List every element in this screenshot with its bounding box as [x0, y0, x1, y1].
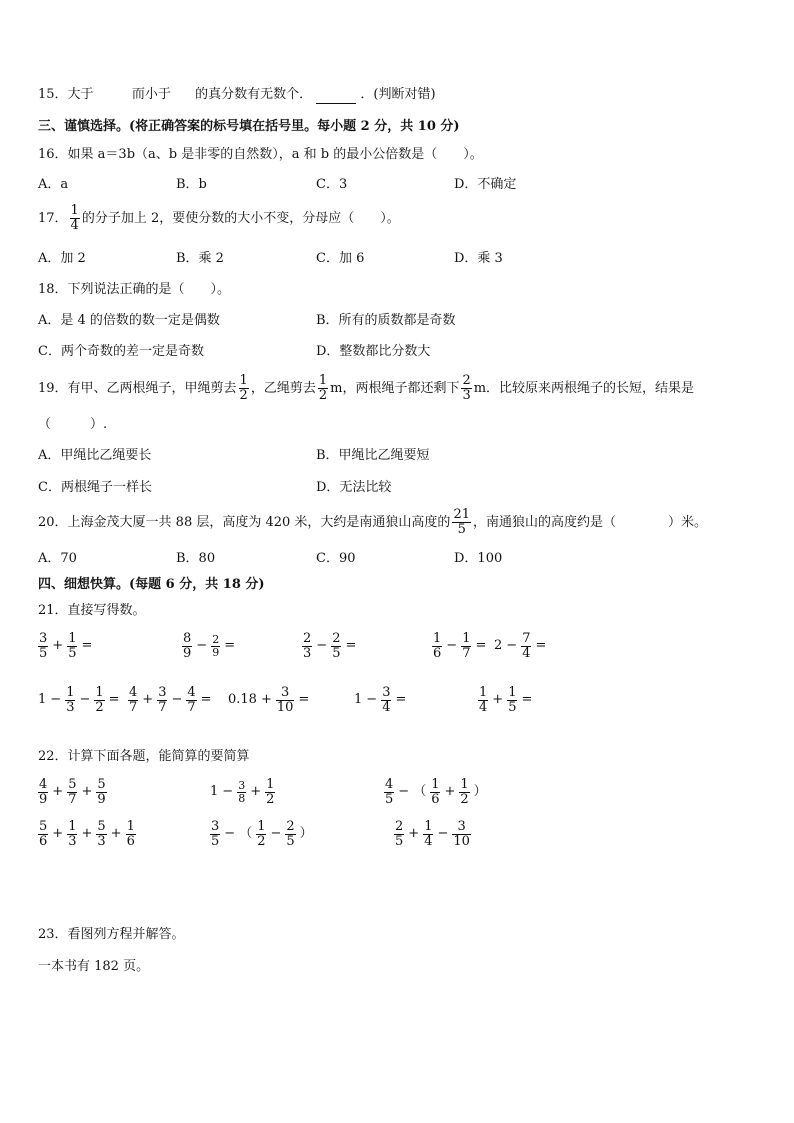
- q18-option-d[interactable]: D．整数都比分数大: [316, 344, 431, 359]
- q19-stem-line: [38, 372, 694, 406]
- q16-option-d[interactable]: D．不确定: [454, 177, 517, 192]
- q20-option-c[interactable]: C．90: [316, 551, 356, 566]
- q20-option-b[interactable]: B．80: [176, 551, 216, 566]
- q17-stem-line: [38, 204, 400, 234]
- q17-option-c[interactable]: C．加 6: [316, 251, 365, 266]
- q19-text-d: m．比较原来两根绳子的长短，结果是: [473, 381, 695, 396]
- q19-option-a[interactable]: A．甲绳比乙绳要长: [38, 448, 152, 463]
- q19-fraction-1: $\frac{1}{2}$: [239, 373, 248, 403]
- q18-option-c[interactable]: C．两个奇数的差一定是奇数: [38, 344, 204, 359]
- q23-line: 一本书有 182 页。: [38, 959, 150, 974]
- q17-stem: 的分子加上 2，要使分数的大小不变，分母应（ ）。: [81, 211, 400, 226]
- q20-option-a[interactable]: A．70: [38, 551, 77, 566]
- q18-option-b[interactable]: B．所有的质数都是奇数: [316, 313, 456, 328]
- q15-text-c: 的真分数有无数个．: [195, 87, 313, 102]
- q15-text-b: 而小于: [131, 87, 171, 102]
- q21-stem: 21．直接写得数。: [38, 603, 146, 618]
- q17-option-d[interactable]: D．乘 3: [454, 251, 503, 266]
- q16-option-b[interactable]: B．b: [176, 177, 207, 192]
- q19-text-b: ，乙绳剪去: [250, 381, 316, 396]
- q19-option-b[interactable]: B．甲绳比乙绳要短: [316, 448, 430, 463]
- q21-expr-6: 1 − $\frac{1}{3}$ − $\frac{1}{2}$ =: [38, 684, 120, 715]
- q16-option-a[interactable]: A．a: [38, 177, 69, 192]
- q20-fraction: $\frac{21}{5}$: [453, 507, 470, 537]
- q19-answer-paren[interactable]: （ ）.: [38, 417, 108, 432]
- q22-expr-5: $\frac{3}{5}$ − （ $\frac{1}{2}$ − $\frac{2}{5}$ ）: [211, 818, 313, 849]
- q15-line: [38, 86, 436, 104]
- q15-answer-blank[interactable]: [316, 90, 356, 104]
- q17-option-a[interactable]: A．加 2: [38, 251, 86, 266]
- q19-option-d[interactable]: D．无法比较: [316, 480, 392, 495]
- section-4-title: 四、细想快算。(每题 6 分，共 18 分): [38, 577, 265, 592]
- q21-expr-5: 2 − $\frac{7}{4}$ =: [494, 630, 547, 661]
- q23-stem: 23．看图列方程并解答。: [38, 927, 185, 942]
- q19-text-a: 19．有甲、乙两根绳子，甲绳剪去: [38, 381, 237, 396]
- q20-option-d[interactable]: D．100: [454, 551, 503, 566]
- q16-stem: 16．如果 a＝3b（a、b 是非零的自然数），a 和 b 的最小公倍数是（ ）。: [38, 147, 483, 162]
- q20-stem-line: [38, 506, 707, 540]
- q15-text-a: 15．大于: [38, 87, 94, 102]
- q21-expr-1: $\frac{3}{5}$ + $\frac{1}{5}$ =: [39, 630, 93, 661]
- q22-expr-3: $\frac{4}{5}$ − （ $\frac{1}{6}$ + $\frac{1}{2}$ ）: [385, 776, 487, 807]
- q22-stem: 22．计算下面各题，能简算的要简算: [38, 749, 250, 764]
- q19-fraction-2: $\frac{1}{2}$: [318, 373, 328, 403]
- q17-fraction: $\frac{1}{4}$: [70, 203, 79, 233]
- q21-expr-9: 1 − $\frac{3}{4}$ =: [354, 684, 407, 715]
- q17-prefix: 17．: [38, 211, 68, 226]
- q21-expr-10: $\frac{1}{4}$ + $\frac{1}{5}$ =: [479, 684, 533, 715]
- q20-text-a: 20．上海金茂大厦一共 88 层，高度为 420 米，大约是南通狼山高度的: [38, 515, 451, 530]
- q21-expr-8: 0.18 + $\frac{3}{10}$ =: [228, 684, 310, 715]
- q21-expr-3: $\frac{2}{3}$ − $\frac{2}{5}$ =: [303, 630, 357, 661]
- q19-option-c[interactable]: C．两根绳子一样长: [38, 480, 152, 495]
- q22-expr-2: 1 − $\frac{3}{8}$ + $\frac{1}{2}$: [210, 776, 275, 807]
- q18-stem: 18．下列说法正确的是（ ）。: [38, 282, 231, 297]
- section-3-title: 三、谨慎选择。(将正确答案的标号填在括号里。每小题 2 分，共 10 分): [38, 119, 460, 134]
- q22-expr-1: $\frac{4}{9}$ + $\frac{5}{7}$ + $\frac{5}{9}$: [39, 776, 106, 807]
- q21-expr-2: $\frac{8}{9}$ − $\frac{2}{9}$ =: [183, 630, 236, 661]
- q18-option-a[interactable]: A．是 4 的倍数的数一定是偶数: [38, 313, 220, 328]
- q15-text-d: ．(判断对错): [360, 87, 436, 102]
- q21-expr-7: $\frac{4}{7}$ + $\frac{3}{7}$ − $\frac{4}{7}$ =: [129, 684, 212, 715]
- q16-option-c[interactable]: C．3: [316, 177, 348, 192]
- q17-option-b[interactable]: B．乘 2: [176, 251, 224, 266]
- q20-text-b: ，南通狼山的高度约是（ ）米。: [472, 515, 707, 530]
- q22-expr-4: $\frac{5}{6}$ + $\frac{1}{3}$ + $\frac{5}{3}$ + $\frac{1}{6}$: [39, 818, 135, 849]
- q19-fraction-3: $\frac{2}{3}$: [462, 373, 471, 403]
- q22-expr-6: $\frac{2}{5}$ + $\frac{1}{4}$ − $\frac{3}{10}$: [395, 818, 470, 849]
- q19-text-c: m，两根绳子都还剩下: [330, 381, 460, 396]
- q21-expr-4: $\frac{1}{6}$ − $\frac{1}{7}$ =: [433, 630, 487, 661]
